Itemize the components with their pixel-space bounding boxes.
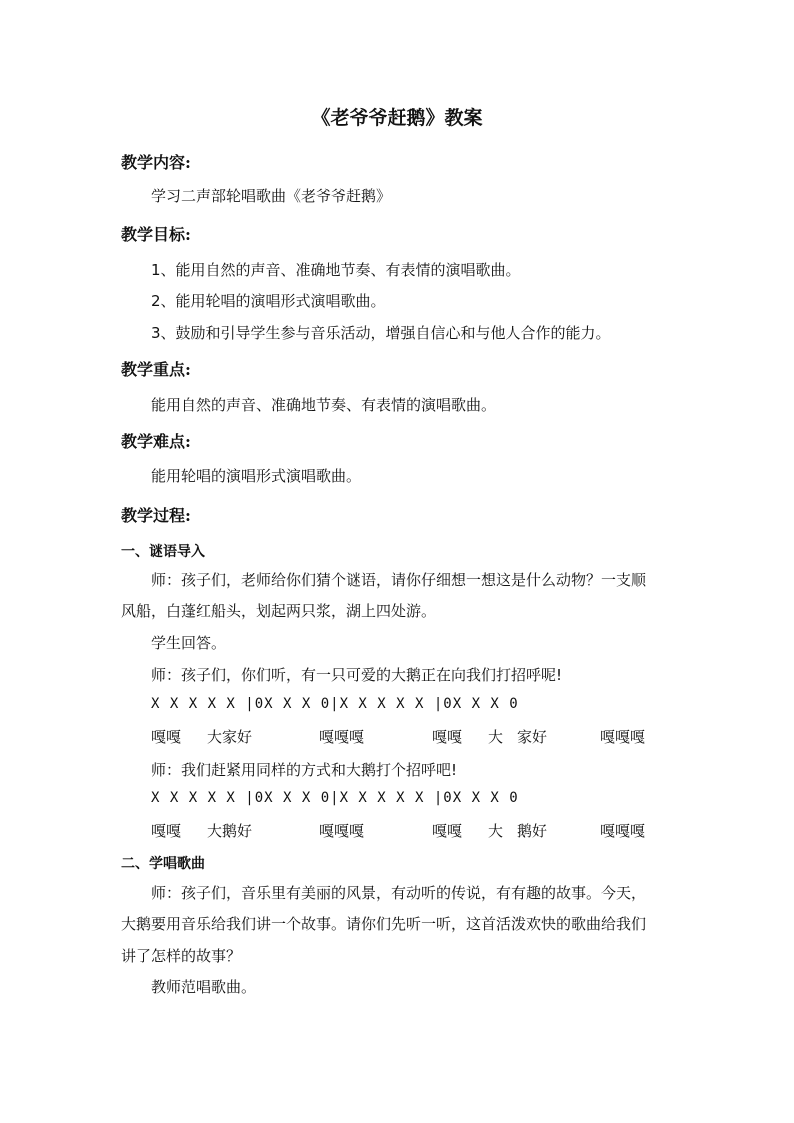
paragraph-line: 学生回答。 (151, 634, 227, 652)
lyric-word: 家好 (517, 728, 548, 746)
document-title: 《老爷爷赶鹅》教案 (311, 107, 483, 129)
goal-item: 3、鼓励和引导学生参与音乐活动，增强自信心和与他人合作的能力。 (151, 324, 611, 342)
section-heading-riddle: 一、谜语导入 (121, 544, 205, 560)
paragraph-line: 风船，白蓬红船头，划起两只浆，湖上四处游。 (121, 602, 437, 620)
lyric-word: 嘎嘎嘎 (600, 728, 646, 746)
lyric-word: 大 (488, 728, 504, 746)
key-points-text: 能用自然的声音、准确地节奏、有表情的演唱歌曲。 (151, 396, 497, 414)
difficulties-text: 能用轮唱的演唱形式演唱歌曲。 (151, 467, 362, 485)
lyric-word: 嘎嘎 (151, 728, 182, 746)
paragraph-line: 师：孩子们，你们听，有一只可爱的大鹅正在向我们打招呼呢! (151, 666, 563, 684)
rhythm-notation: X X X X X |0X X X 0|X X X X X |0X X X 0 (151, 790, 519, 806)
lyric-word: 嘎嘎 (432, 822, 463, 840)
paragraph-line: 师：孩子们，音乐里有美丽的风景，有动听的传说，有有趣的故事。今天， (151, 884, 647, 902)
lyric-word: 嘎嘎 (151, 822, 182, 840)
paragraph-line: 讲了怎样的故事？ (121, 947, 242, 965)
heading-content: 教学内容: (121, 153, 191, 172)
content-text: 学习二声部轮唱歌曲《老爷爷赶鹅》 (151, 187, 392, 205)
lyric-word: 嘎嘎嘎 (600, 822, 646, 840)
lyric-word: 鹅好 (517, 822, 548, 840)
goal-item: 1、能用自然的声音、准确地节奏、有表情的演唱歌曲。 (151, 261, 521, 279)
lyric-word: 大 (488, 822, 504, 840)
lyric-word: 嘎嘎 (432, 728, 463, 746)
goal-item: 2、能用轮唱的演唱形式演唱歌曲。 (151, 292, 386, 310)
paragraph-line: 师：我们赶紧用同样的方式和大鹅打个招呼吧! (151, 761, 458, 779)
paragraph-line: 师：孩子们，老师给你们猜个谜语，请你仔细想一想这是什么动物？一支顺 (151, 571, 647, 589)
heading-process: 教学过程: (121, 506, 191, 525)
lyric-word: 大家好 (207, 728, 253, 746)
section-heading-learn-song: 二、学唱歌曲 (121, 856, 205, 872)
lyric-word: 嘎嘎嘎 (319, 822, 365, 840)
heading-key-points: 教学重点: (121, 360, 191, 379)
lyric-word: 大鹅好 (207, 822, 253, 840)
lyric-word: 嘎嘎嘎 (319, 728, 365, 746)
heading-goals: 教学目标: (121, 225, 191, 244)
rhythm-notation: X X X X X |0X X X 0|X X X X X |0X X X 0 (151, 696, 519, 712)
heading-difficulties: 教学难点: (121, 432, 191, 451)
paragraph-line: 大鹅要用音乐给我们讲一个故事。请你们先听一听，这首活泼欢快的歌曲给我们 (121, 915, 647, 933)
paragraph-line: 教师范唱歌曲。 (151, 978, 257, 996)
